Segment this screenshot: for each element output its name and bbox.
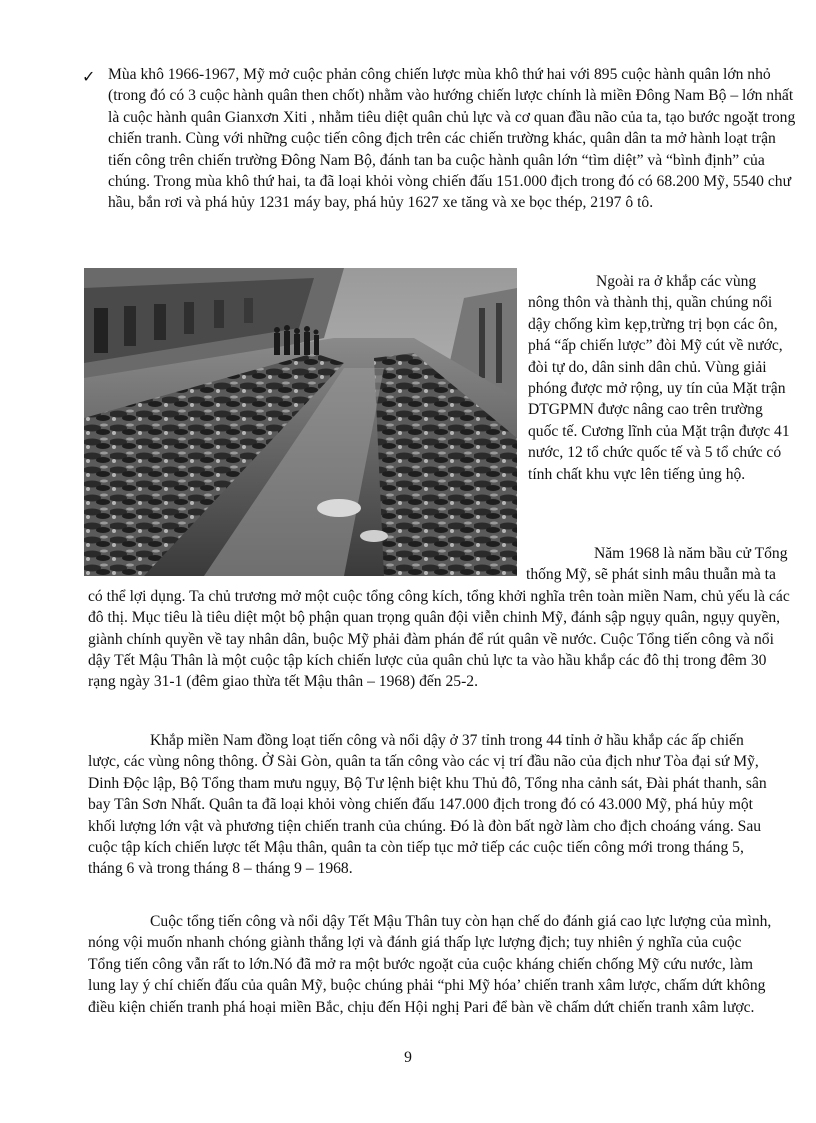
paragraph-nationwide-attacks: [88, 730, 778, 880]
paragraph-tet-offensive-plan: [88, 543, 790, 693]
paragraph-rural-uprising-text: Ngoài ra ở khắp các vùng nông thôn và thành thị, quần chúng nổi dậy chống kìm kẹp,trừng trị bọn các ôn, phá “ấp chiến lược” đòi Mỹ cút về nước, đòi tự do, dân sinh dân chủ. Vùng giải phóng được mở rộng, uy tín của Mặt trận DTGPMN được nâng cao trên trường quốc tế. Cương lĩnh của Mặt trận được 41 nước, 12 tổ chức quốc tế và 5 tổ chức có tính chất khu vực lên tiếng ủng hộ.: [528, 273, 790, 483]
checkmark-bullet-icon: ✓: [82, 67, 96, 86]
paragraph-dry-season-offensive: Mùa khô 1966-1967, Mỹ mở cuộc phản công chiến lược mùa khô thứ hai với 895 cuộc hành quân lớn nhỏ (trong đó có 3 cuộc hành quân then chốt) nhằm vào hướng chiến lược chính là miền Đông Nam Bộ – lớn nhất là cuộc hành quân Gianxơn Xiti , nhằm tiêu diệt quân chủ lực và cơ quan đầu não của ta, tạo bước ngoặt trong chiến tranh. Cùng với những cuộc tiến công địch trên các chiến trường khác, quân dân ta mở hành loạt trận tiến công trên chiến trường Đông Nam Bộ, đánh tan ba cuộc hành quân lớn “tìm diệt” và “bình định” của chúng. Trong mùa khô thứ hai, ta đã loại khỏi vòng chiến đấu 151.000 địch trong đó có 68.200 Mỹ, 5540 chư hầu, bắn rơi và phá hủy 1231 máy bay, phá hủy 1627 xe tăng và xe bọc thép, 2197 ô tô.: [108, 66, 796, 212]
paragraph-tet-offensive-plan-text: Năm 1968 là năm bầu cử Tổng thống Mỹ, sẽ phát sinh mâu thuẫn mà ta có thể lợi dụng. Ta chủ trương mở một cuộc tổng công kích, tổng khởi nghĩa trên toàn miền Nam, chủ yếu là các đô thị. Mục tiêu là tiêu diệt một bộ phận quan trọng quân đội viễn chinh Mỹ, đánh sập ngụy quân, ngụy quyền, giành chính quyền về tay nhân dân, buộc Mỹ phải đàm phán để rút quân về nước. Cuộc Tổng tiến công và nổi dậy Tết Mậu Thân là một cuộc tập kích chiến lược của quân chủ lực ta vào hầu khắp các đô thị trong đêm 30 rạng ngày 31-1 (đêm giao thừa tết Mậu thân – 1968) đến 25-2.: [88, 545, 790, 691]
paragraph-nationwide-attacks-text: Khắp miền Nam đồng loạt tiến công và nổi dậy ở 37 tỉnh trong 44 tỉnh ở hầu khắp các ấp chiến lược, các vùng nông thông. Ở Sài Gòn, quân ta tấn công vào các vị trí đầu não của địch như Tòa đại sứ Mỹ, Dinh Độc lập, Bộ Tổng tham mưu ngụy, Bộ Tư lệnh biệt khu Thủ đô, Tổng nha cảnh sát, Đài phát thanh, sân bay Tân Sơn Nhất. Quân ta đã loại khỏi vòng chiến đấu 147.000 địch trong đó có 43.000 Mỹ, phá hủy một khối lượng lớn vật và phương tiện chiến tranh của chúng. Đó là đòn bất ngờ làm cho địch choáng váng. Sau cuộc tập kích chiến lược tết Mậu thân, quân ta còn tiếp tục mở tiếp các cuộc tiến công mới trong tháng 5, tháng 6 và trong tháng 8 – tháng 9 – 1968.: [88, 732, 767, 878]
paragraph-tet-significance-text: Cuộc tổng tiến công và nổi dậy Tết Mậu Thân tuy còn hạn chế do đánh giá cao lực lượng của mình, nóng vội muốn nhanh chóng giành thắng lợi và đánh giá thấp lực lượng địch; tuy nhiên ý nghĩa của cuộc Tổng tiến công vẫn rất to lớn.Nó đã mở ra một bước ngoặt của cuộc kháng chiến chống Mỹ cứu nước, làm lung lay ý chí chiến đấu của quân Mỹ, buộc chúng phải “phi Mỹ hóa’ chiến tranh xâm lược, chấm dứt không điều kiện chiến tranh phá hoại miền Bắc, chịu đến Hội nghị Pari để bàn về chấm dứt chiến tranh xâm lược.: [88, 913, 772, 1016]
war-photo: [84, 268, 517, 576]
page-number: 9: [404, 1049, 412, 1066]
paragraph-tet-significance: [88, 911, 778, 1018]
paragraph-rural-uprising: [528, 271, 790, 485]
